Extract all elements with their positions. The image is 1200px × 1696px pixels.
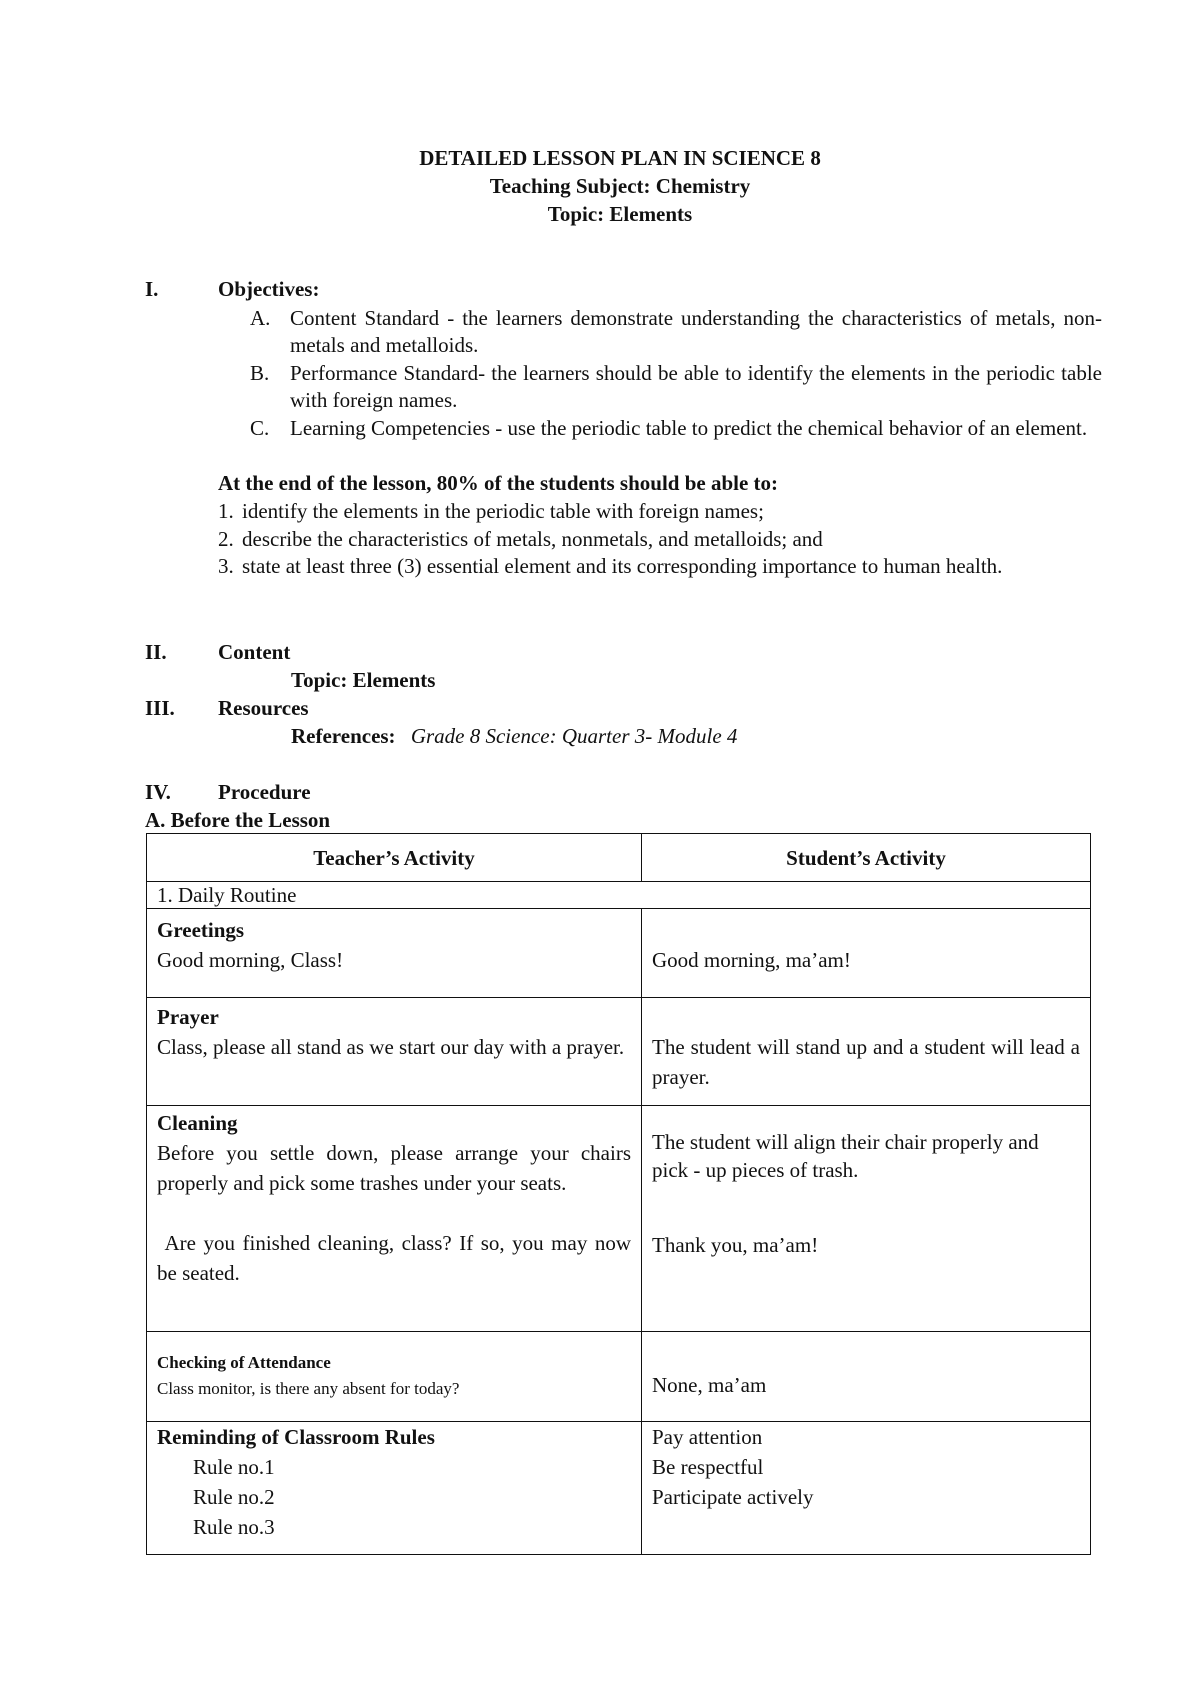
section-label: Content	[218, 640, 291, 664]
goal-text: identify the elements in the periodic table with foreign names;	[242, 499, 764, 523]
section-number: II.	[145, 640, 167, 664]
standard-letter: A.	[250, 306, 271, 330]
student-text: Participate actively	[652, 1485, 814, 1509]
standard-text: Performance Standard- the learners should be able to identify the elements in the periodic table with foreign names.	[290, 361, 1102, 412]
student-cell	[642, 1106, 1091, 1332]
student-activity-header: Student’s Activity	[642, 834, 1091, 882]
teaching-subject: Teaching Subject: Chemistry	[489, 174, 751, 198]
teacher-text: Class monitor, is there any absent for today?	[157, 1379, 460, 1398]
table-row	[147, 1422, 1091, 1555]
student-cell	[642, 998, 1091, 1106]
goal-item	[218, 553, 1068, 580]
teacher-cell	[147, 1422, 642, 1555]
goal-item	[218, 498, 1068, 525]
row-title: Reminding of Classroom Rules	[157, 1425, 435, 1449]
standard-letter: C.	[250, 416, 270, 440]
daily-routine-label: 1. Daily Routine	[147, 882, 1091, 909]
table-row	[147, 909, 1091, 998]
goal-number: 2.	[218, 527, 234, 551]
student-cell	[642, 909, 1091, 998]
table-row	[147, 1332, 1091, 1422]
standard-item	[250, 360, 1102, 414]
document-title: DETAILED LESSON PLAN IN SCIENCE 8	[419, 146, 821, 170]
section-label: Objectives:	[218, 277, 320, 301]
standard-item	[250, 415, 1102, 442]
student-cell	[642, 1332, 1091, 1422]
section-number: III.	[145, 696, 175, 720]
row-title: Cleaning	[157, 1111, 238, 1135]
content-topic: Topic: Elements	[291, 668, 436, 692]
student-cell	[642, 1422, 1091, 1555]
references-line	[291, 724, 737, 749]
teacher-text: Class, please all stand as we start our day with a prayer.	[157, 1035, 625, 1059]
goal-number: 1.	[218, 499, 234, 523]
table-row	[147, 998, 1091, 1106]
row-title: Checking of Attendance	[157, 1353, 331, 1372]
teacher-text: Are you finished cleaning, class? If so, you may now be seated.	[157, 1231, 637, 1285]
activity-table	[146, 833, 1091, 1555]
table-header-row	[147, 834, 1091, 882]
standard-text: Content Standard - the learners demonstrate understanding the characteristics of metals, non-metals and metalloids.	[290, 306, 1102, 357]
student-text: Thank you, ma’am!	[652, 1233, 819, 1257]
student-text: The student will align their chair properly and pick - up pieces of trash.	[652, 1130, 1039, 1182]
student-text: The student will stand up and a student will lead a prayer.	[652, 1035, 1080, 1089]
section-label: Resources	[218, 696, 309, 720]
topic-heading: Topic: Elements	[547, 202, 693, 226]
teacher-cell	[147, 909, 642, 998]
student-text: Be respectful	[652, 1455, 764, 1479]
student-text: Pay attention	[652, 1425, 763, 1449]
goal-item	[218, 526, 1068, 553]
document-header	[0, 144, 1200, 228]
row-title: Greetings	[157, 918, 245, 942]
end-of-lesson-statement: At the end of the lesson, 80% of the students should be able to:	[218, 471, 779, 495]
teacher-text: Before you settle down, please arrange your chairs properly and pick some trashes under your seats.	[157, 1141, 631, 1195]
goal-text: describe the characteristics of metals, nonmetals, and metalloids; and	[242, 527, 823, 551]
standard-item	[250, 305, 1102, 359]
references-label: References:	[291, 724, 396, 748]
student-text: None, ma’am	[652, 1373, 767, 1397]
student-text: Good morning, ma’am!	[652, 948, 851, 972]
daily-routine-row	[147, 882, 1091, 909]
teacher-cell	[147, 1106, 642, 1332]
rule-item: Rule no.1	[193, 1455, 275, 1479]
section-number: I.	[145, 277, 159, 301]
references-value: Grade 8 Science: Quarter 3- Module 4	[410, 724, 738, 748]
standard-letter: B.	[250, 361, 270, 385]
teacher-cell	[147, 1332, 642, 1422]
goal-number: 3.	[218, 554, 234, 578]
table-row	[147, 1106, 1091, 1332]
section-label: Procedure	[218, 780, 311, 804]
rule-item: Rule no.3	[193, 1515, 275, 1539]
rule-item: Rule no.2	[193, 1485, 275, 1509]
standard-text: Learning Competencies - use the periodic table to predict the chemical behavior of an element.	[290, 416, 1088, 440]
teacher-text: Good morning, Class!	[157, 948, 344, 972]
before-the-lesson-heading: A. Before the Lesson	[145, 808, 331, 832]
goal-text: state at least three (3) essential element and its corresponding importance to human health.	[242, 554, 1003, 578]
teacher-activity-header: Teacher’s Activity	[147, 834, 642, 882]
teacher-cell	[147, 998, 642, 1106]
section-number: IV.	[145, 780, 171, 804]
row-title: Prayer	[157, 1005, 219, 1029]
